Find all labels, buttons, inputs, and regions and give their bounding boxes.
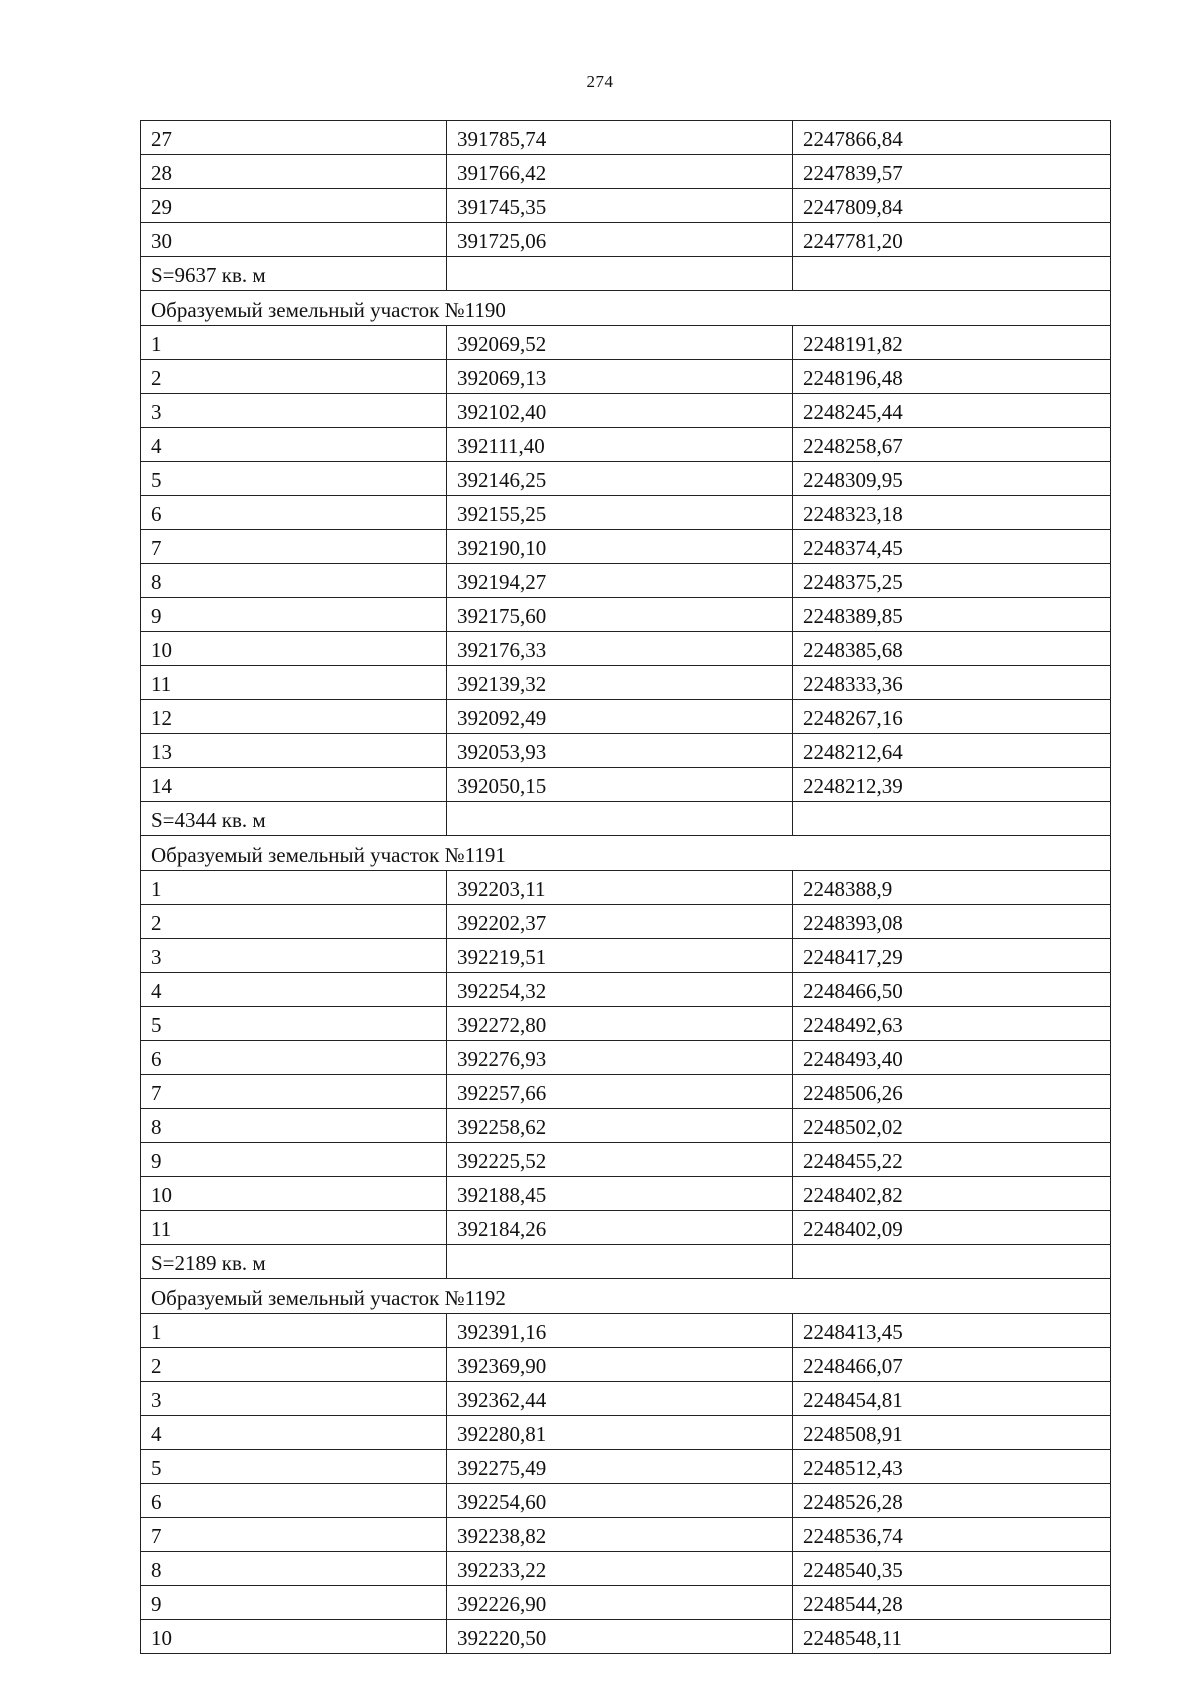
table-row xyxy=(141,1416,1111,1450)
x-coordinate-cell: 392146,25 xyxy=(447,462,793,496)
x-coordinate-cell: 392069,52 xyxy=(447,326,793,360)
table-row xyxy=(141,1007,1111,1041)
point-number-cell: 6 xyxy=(141,1041,447,1075)
y-coordinate-cell: 2247809,84 xyxy=(793,189,1111,223)
point-number-cell: 7 xyxy=(141,1075,447,1109)
empty-cell xyxy=(447,257,793,291)
y-coordinate-cell: 2247781,20 xyxy=(793,223,1111,257)
table-row xyxy=(141,428,1111,462)
empty-cell xyxy=(793,257,1111,291)
y-coordinate-cell: 2248455,22 xyxy=(793,1143,1111,1177)
x-coordinate-cell: 392184,26 xyxy=(447,1211,793,1245)
point-number-cell: 2 xyxy=(141,905,447,939)
x-coordinate-cell: 391745,35 xyxy=(447,189,793,223)
table-row xyxy=(141,155,1111,189)
x-coordinate-cell: 392258,62 xyxy=(447,1109,793,1143)
point-number-cell: 10 xyxy=(141,1177,447,1211)
point-number-cell: 13 xyxy=(141,734,447,768)
point-number-cell: 30 xyxy=(141,223,447,257)
empty-cell xyxy=(447,802,793,836)
table-row xyxy=(141,598,1111,632)
page-number: 274 xyxy=(586,72,614,91)
x-coordinate-cell: 392233,22 xyxy=(447,1552,793,1586)
parcel-header-row xyxy=(141,1279,1111,1314)
x-coordinate-cell: 392280,81 xyxy=(447,1416,793,1450)
x-coordinate-cell: 392202,37 xyxy=(447,905,793,939)
table-row xyxy=(141,1041,1111,1075)
x-coordinate-cell: 392272,80 xyxy=(447,1007,793,1041)
table-row xyxy=(141,1620,1111,1654)
coordinates-table-body xyxy=(141,121,1111,1654)
x-coordinate-cell: 392226,90 xyxy=(447,1586,793,1620)
y-coordinate-cell: 2248374,45 xyxy=(793,530,1111,564)
x-coordinate-cell: 392190,10 xyxy=(447,530,793,564)
point-number-cell: 5 xyxy=(141,462,447,496)
y-coordinate-cell: 2248536,74 xyxy=(793,1518,1111,1552)
y-coordinate-cell: 2248309,95 xyxy=(793,462,1111,496)
table-row xyxy=(141,666,1111,700)
x-coordinate-cell: 392102,40 xyxy=(447,394,793,428)
point-number-cell: 10 xyxy=(141,632,447,666)
x-coordinate-cell: 392050,15 xyxy=(447,768,793,802)
area-row xyxy=(141,1245,1111,1279)
empty-cell xyxy=(447,1245,793,1279)
point-number-cell: 5 xyxy=(141,1007,447,1041)
x-coordinate-cell: 392175,60 xyxy=(447,598,793,632)
x-coordinate-cell: 391785,74 xyxy=(447,121,793,155)
point-number-cell: 5 xyxy=(141,1450,447,1484)
table-row xyxy=(141,1586,1111,1620)
x-coordinate-cell: 392238,82 xyxy=(447,1518,793,1552)
table-row xyxy=(141,189,1111,223)
table-row xyxy=(141,1348,1111,1382)
table-row xyxy=(141,496,1111,530)
table-row xyxy=(141,700,1111,734)
point-number-cell: 9 xyxy=(141,1143,447,1177)
table-row xyxy=(141,326,1111,360)
point-number-cell: 4 xyxy=(141,428,447,462)
point-number-cell: 29 xyxy=(141,189,447,223)
y-coordinate-cell: 2248385,68 xyxy=(793,632,1111,666)
x-coordinate-cell: 392203,11 xyxy=(447,871,793,905)
y-coordinate-cell: 2248454,81 xyxy=(793,1382,1111,1416)
table-row xyxy=(141,1075,1111,1109)
table-row xyxy=(141,1518,1111,1552)
x-coordinate-cell: 392053,93 xyxy=(447,734,793,768)
x-coordinate-cell: 392254,60 xyxy=(447,1484,793,1518)
x-coordinate-cell: 392092,49 xyxy=(447,700,793,734)
table-row xyxy=(141,1109,1111,1143)
table-row xyxy=(141,1211,1111,1245)
x-coordinate-cell: 392194,27 xyxy=(447,564,793,598)
y-coordinate-cell: 2248466,07 xyxy=(793,1348,1111,1382)
point-number-cell: 7 xyxy=(141,1518,447,1552)
point-number-cell: 2 xyxy=(141,360,447,394)
point-number-cell: 10 xyxy=(141,1620,447,1654)
parcel-header-row xyxy=(141,291,1111,326)
table-row xyxy=(141,1143,1111,1177)
point-number-cell: 28 xyxy=(141,155,447,189)
x-coordinate-cell: 392111,40 xyxy=(447,428,793,462)
area-cell: S=4344 кв. м xyxy=(141,802,447,836)
table-row xyxy=(141,121,1111,155)
y-coordinate-cell: 2248493,40 xyxy=(793,1041,1111,1075)
y-coordinate-cell: 2248402,09 xyxy=(793,1211,1111,1245)
y-coordinate-cell: 2248506,26 xyxy=(793,1075,1111,1109)
y-coordinate-cell: 2248417,29 xyxy=(793,939,1111,973)
x-coordinate-cell: 392176,33 xyxy=(447,632,793,666)
x-coordinate-cell: 392069,13 xyxy=(447,360,793,394)
y-coordinate-cell: 2248191,82 xyxy=(793,326,1111,360)
point-number-cell: 3 xyxy=(141,939,447,973)
table-row xyxy=(141,223,1111,257)
table-row xyxy=(141,905,1111,939)
coordinates-table xyxy=(140,120,1111,1654)
y-coordinate-cell: 2248388,9 xyxy=(793,871,1111,905)
empty-cell xyxy=(793,802,1111,836)
empty-cell xyxy=(793,1245,1111,1279)
y-coordinate-cell: 2248323,18 xyxy=(793,496,1111,530)
x-coordinate-cell: 392139,32 xyxy=(447,666,793,700)
table-row xyxy=(141,939,1111,973)
y-coordinate-cell: 2248212,64 xyxy=(793,734,1111,768)
y-coordinate-cell: 2248413,45 xyxy=(793,1314,1111,1348)
area-row xyxy=(141,802,1111,836)
y-coordinate-cell: 2248502,02 xyxy=(793,1109,1111,1143)
parcel-header-cell: Образуемый земельный участок №1190 xyxy=(141,291,1111,326)
table-row xyxy=(141,1177,1111,1211)
table-row xyxy=(141,734,1111,768)
table-row xyxy=(141,1484,1111,1518)
point-number-cell: 4 xyxy=(141,1416,447,1450)
parcel-header-cell: Образуемый земельный участок №1192 xyxy=(141,1279,1111,1314)
x-coordinate-cell: 392276,93 xyxy=(447,1041,793,1075)
x-coordinate-cell: 392275,49 xyxy=(447,1450,793,1484)
table-row xyxy=(141,973,1111,1007)
y-coordinate-cell: 2248267,16 xyxy=(793,700,1111,734)
x-coordinate-cell: 392155,25 xyxy=(447,496,793,530)
x-coordinate-cell: 392362,44 xyxy=(447,1382,793,1416)
x-coordinate-cell: 392220,50 xyxy=(447,1620,793,1654)
table-row xyxy=(141,768,1111,802)
x-coordinate-cell: 391766,42 xyxy=(447,155,793,189)
table-row xyxy=(141,394,1111,428)
point-number-cell: 1 xyxy=(141,871,447,905)
point-number-cell: 8 xyxy=(141,1109,447,1143)
y-coordinate-cell: 2248526,28 xyxy=(793,1484,1111,1518)
table-row xyxy=(141,632,1111,666)
point-number-cell: 3 xyxy=(141,394,447,428)
point-number-cell: 8 xyxy=(141,564,447,598)
y-coordinate-cell: 2248393,08 xyxy=(793,905,1111,939)
table-row xyxy=(141,462,1111,496)
table-row xyxy=(141,530,1111,564)
point-number-cell: 9 xyxy=(141,1586,447,1620)
table-row xyxy=(141,1450,1111,1484)
point-number-cell: 6 xyxy=(141,496,447,530)
point-number-cell: 14 xyxy=(141,768,447,802)
point-number-cell: 1 xyxy=(141,326,447,360)
y-coordinate-cell: 2248548,11 xyxy=(793,1620,1111,1654)
point-number-cell: 1 xyxy=(141,1314,447,1348)
area-row xyxy=(141,257,1111,291)
point-number-cell: 9 xyxy=(141,598,447,632)
y-coordinate-cell: 2248258,67 xyxy=(793,428,1111,462)
y-coordinate-cell: 2248245,44 xyxy=(793,394,1111,428)
table-row xyxy=(141,564,1111,598)
y-coordinate-cell: 2248375,25 xyxy=(793,564,1111,598)
y-coordinate-cell: 2248389,85 xyxy=(793,598,1111,632)
y-coordinate-cell: 2247866,84 xyxy=(793,121,1111,155)
y-coordinate-cell: 2248196,48 xyxy=(793,360,1111,394)
x-coordinate-cell: 392391,16 xyxy=(447,1314,793,1348)
point-number-cell: 2 xyxy=(141,1348,447,1382)
point-number-cell: 6 xyxy=(141,1484,447,1518)
y-coordinate-cell: 2248402,82 xyxy=(793,1177,1111,1211)
point-number-cell: 7 xyxy=(141,530,447,564)
x-coordinate-cell: 392188,45 xyxy=(447,1177,793,1211)
point-number-cell: 8 xyxy=(141,1552,447,1586)
point-number-cell: 3 xyxy=(141,1382,447,1416)
y-coordinate-cell: 2248333,36 xyxy=(793,666,1111,700)
y-coordinate-cell: 2248212,39 xyxy=(793,768,1111,802)
area-cell: S=2189 кв. м xyxy=(141,1245,447,1279)
y-coordinate-cell: 2248544,28 xyxy=(793,1586,1111,1620)
x-coordinate-cell: 392219,51 xyxy=(447,939,793,973)
y-coordinate-cell: 2248492,63 xyxy=(793,1007,1111,1041)
table-row xyxy=(141,1382,1111,1416)
parcel-header-cell: Образуемый земельный участок №1191 xyxy=(141,836,1111,871)
point-number-cell: 4 xyxy=(141,973,447,1007)
x-coordinate-cell: 392225,52 xyxy=(447,1143,793,1177)
x-coordinate-cell: 392257,66 xyxy=(447,1075,793,1109)
point-number-cell: 11 xyxy=(141,1211,447,1245)
table-row xyxy=(141,1314,1111,1348)
y-coordinate-cell: 2248466,50 xyxy=(793,973,1111,1007)
point-number-cell: 27 xyxy=(141,121,447,155)
y-coordinate-cell: 2248508,91 xyxy=(793,1416,1111,1450)
table-row xyxy=(141,871,1111,905)
y-coordinate-cell: 2248512,43 xyxy=(793,1450,1111,1484)
point-number-cell: 11 xyxy=(141,666,447,700)
table-row xyxy=(141,360,1111,394)
table-row xyxy=(141,1552,1111,1586)
point-number-cell: 12 xyxy=(141,700,447,734)
area-cell: S=9637 кв. м xyxy=(141,257,447,291)
parcel-header-row xyxy=(141,836,1111,871)
y-coordinate-cell: 2248540,35 xyxy=(793,1552,1111,1586)
x-coordinate-cell: 391725,06 xyxy=(447,223,793,257)
y-coordinate-cell: 2247839,57 xyxy=(793,155,1111,189)
x-coordinate-cell: 392369,90 xyxy=(447,1348,793,1382)
x-coordinate-cell: 392254,32 xyxy=(447,973,793,1007)
